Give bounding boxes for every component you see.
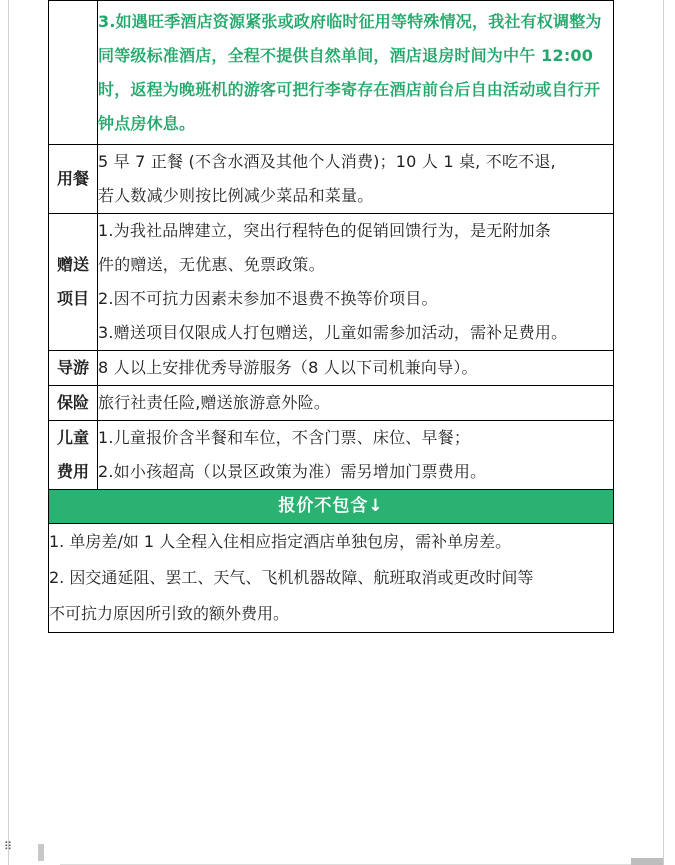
excluded-banner: 报价不包含↓	[49, 490, 614, 524]
row-label-children	[49, 421, 98, 490]
page-right-edge	[663, 0, 664, 865]
table-row	[49, 524, 614, 633]
row-label-insurance: 保险	[49, 386, 98, 421]
children-cell	[98, 421, 614, 490]
itinerary-table	[48, 0, 614, 633]
meals-line: 5 早 7 正餐 (不含水酒及其他个人消费)；10 人 1 桌, 不吃不退,	[98, 152, 556, 171]
table-row	[49, 1, 614, 145]
excluded-cell	[49, 524, 614, 633]
row-label-gifts	[49, 214, 98, 351]
hotel-note-text: 3.如遇旺季酒店资源紧张或政府临时征用等特殊情况，我社有权调整为同等级标准酒店，全程不提供自然单间，酒店退房时间为中午 12:00 时，返程为晚班机的游客可把行李寄存在酒店前台后自由活动或自行开钟点房休息。	[98, 11, 602, 133]
meals-line: 若人数减少则按比例减少菜品和菜量。	[98, 186, 374, 205]
gifts-line: 2.因不可抗力因素未参加不退费不换等价项目。	[98, 289, 438, 308]
children-line: 2.如小孩超高（以景区政策为准）需另增加门票费用。	[98, 462, 487, 481]
table-row	[49, 421, 614, 490]
gifts-line: 3.赠送项目仅限成人打包赠送，儿童如需参加活动，需补足费用。	[98, 323, 568, 342]
gifts-label-line1: 赠送	[56, 255, 89, 274]
hotel-note-cell	[98, 1, 614, 145]
resize-handle[interactable]	[38, 844, 44, 861]
table-row	[49, 490, 614, 524]
gifts-label-line2: 项目	[56, 289, 89, 308]
row-label-empty	[49, 1, 98, 145]
excluded-line: 2. 因交通延阻、罢工、天气、飞机机器故障、航班取消或更改时间等	[49, 568, 534, 587]
guide-cell	[98, 351, 614, 386]
table-row	[49, 351, 614, 386]
insurance-text: 旅行社责任险,赠送旅游意外险。	[98, 393, 331, 412]
gifts-line: 1.为我社品牌建立，突出行程特色的促销回馈行为，是无附加条	[98, 221, 552, 240]
children-label-line1: 儿童	[56, 428, 89, 447]
children-label-line2: 费用	[56, 462, 89, 481]
insurance-cell	[98, 386, 614, 421]
children-line: 1.儿童报价含半餐和车位，不含门票、床位、早餐；	[98, 428, 471, 447]
row-label-meals: 用餐	[49, 145, 98, 214]
table-row	[49, 214, 614, 351]
meals-cell	[98, 145, 614, 214]
table-row	[49, 145, 614, 214]
drag-handle-icon[interactable]: ⠿	[4, 840, 13, 853]
excluded-line: 1. 单房差/如 1 人全程入住相应指定酒店单独包房，需补单房差。	[49, 532, 512, 551]
page-left-edge	[8, 0, 9, 865]
table-row	[49, 386, 614, 421]
excluded-line: 不可抗力原因所引致的额外费用。	[49, 604, 290, 623]
row-label-guide: 导游	[49, 351, 98, 386]
scrollbar-thumb[interactable]	[631, 858, 663, 865]
guide-text: 8 人以上安排优秀导游服务（8 人以下司机兼向导）。	[98, 358, 478, 377]
gifts-line: 件的赠送，无优惠、免票政策。	[98, 255, 325, 274]
gifts-cell	[98, 214, 614, 351]
